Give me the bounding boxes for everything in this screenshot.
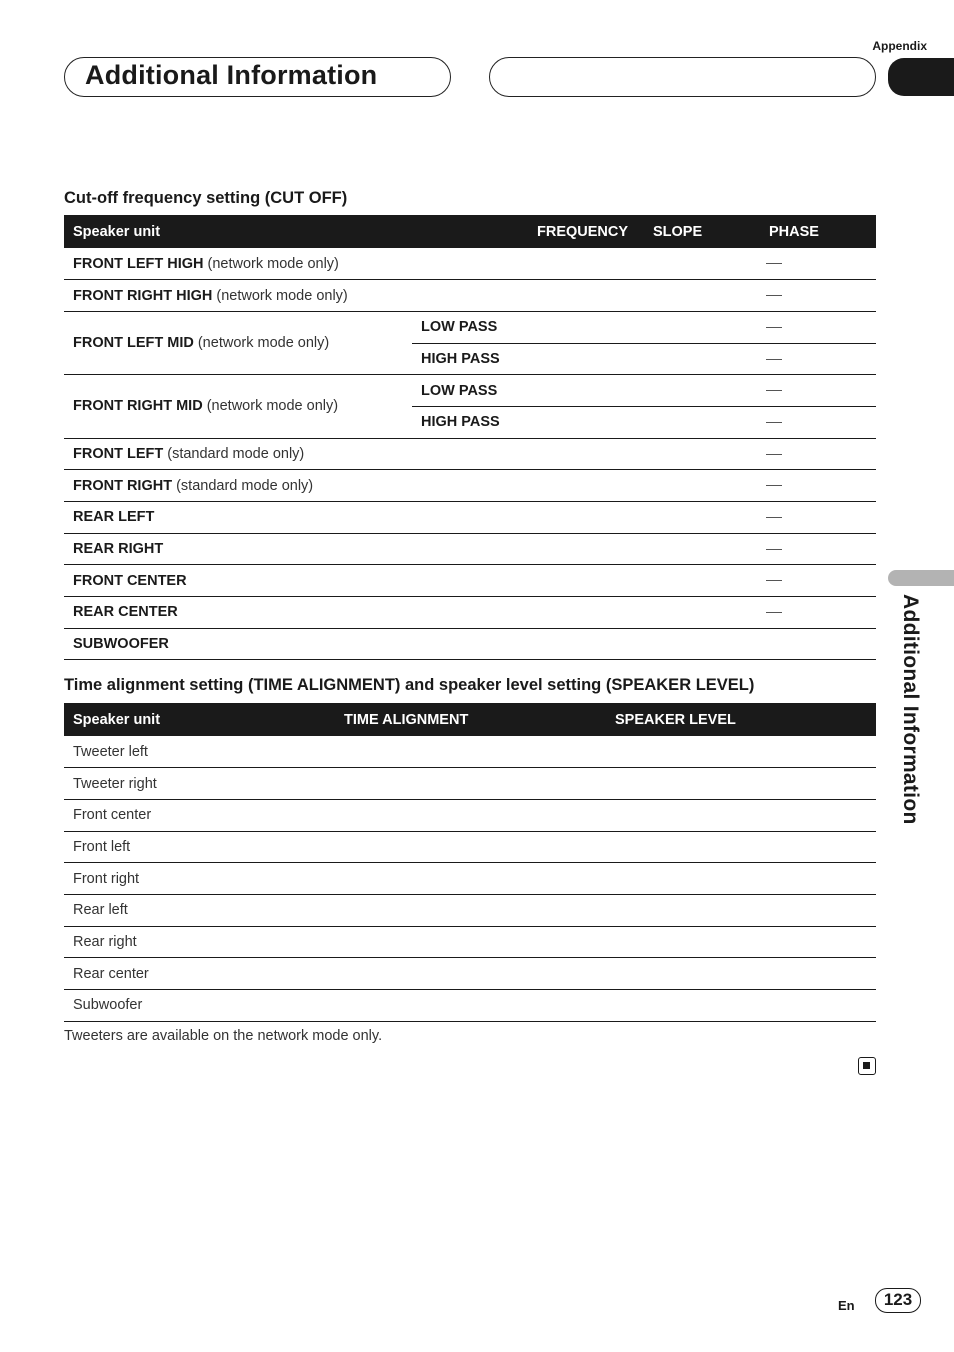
- dash-mark: [766, 517, 782, 518]
- level-cell: [606, 831, 876, 863]
- cutoff-table: [64, 215, 876, 660]
- table-row: [64, 248, 876, 280]
- level-cell: [606, 863, 876, 895]
- table-row: [64, 863, 876, 895]
- dash-mark: [766, 612, 782, 613]
- speaker-cell: Front left: [64, 831, 335, 863]
- speaker-cell: Tweeter left: [64, 736, 335, 768]
- table-row: [64, 565, 876, 597]
- page-number: 123: [875, 1288, 921, 1313]
- speaker-cell: SUBWOOFER: [64, 628, 760, 660]
- level-cell: [606, 990, 876, 1022]
- table-row: [64, 470, 876, 502]
- dash-mark: [766, 580, 782, 581]
- time-cell: [335, 799, 606, 831]
- time-cell: [335, 894, 606, 926]
- level-cell: [606, 926, 876, 958]
- speaker-cell: REAR RIGHT: [64, 533, 760, 565]
- phase-cell: [760, 248, 876, 280]
- speaker-cell: REAR CENTER: [64, 597, 760, 629]
- speaker-cell: Rear left: [64, 894, 335, 926]
- table-row: [64, 597, 876, 629]
- table-row: [64, 628, 876, 660]
- col-frequency: FREQUENCY: [528, 215, 644, 248]
- phase-cell: [760, 406, 876, 438]
- col-speaker-level: SPEAKER LEVEL: [606, 703, 876, 736]
- page-title-box: [64, 57, 451, 97]
- phase-cell: [760, 597, 876, 629]
- speaker-cell: FRONT LEFT MID (network mode only): [64, 311, 412, 374]
- time-alignment-header-row: [64, 703, 876, 736]
- phase-cell: [760, 343, 876, 375]
- phase-cell: [760, 565, 876, 597]
- footnote: Tweeters are available on the network mode only.: [64, 1028, 383, 1044]
- table-row: [64, 990, 876, 1022]
- phase-cell: [760, 502, 876, 534]
- phase-cell: [760, 375, 876, 407]
- speaker-cell: FRONT RIGHT HIGH (network mode only): [64, 280, 760, 312]
- sub-filter-cell: HIGH PASS: [412, 406, 760, 438]
- dash-mark: [766, 549, 782, 550]
- table-row: [64, 502, 876, 534]
- table-row: [64, 799, 876, 831]
- level-cell: [606, 736, 876, 768]
- speaker-cell: FRONT RIGHT MID (network mode only): [64, 375, 412, 438]
- dash-mark: [766, 359, 782, 360]
- time-cell: [335, 990, 606, 1022]
- level-cell: [606, 958, 876, 990]
- speaker-cell: REAR LEFT: [64, 502, 760, 534]
- table-row: [64, 311, 876, 343]
- phase-cell: [760, 311, 876, 343]
- time-cell: [335, 863, 606, 895]
- time-cell: [335, 926, 606, 958]
- speaker-cell: FRONT LEFT (standard mode only): [64, 438, 760, 470]
- section-tab-black: [888, 58, 954, 96]
- cutoff-section-title: Cut-off frequency setting (CUT OFF): [64, 189, 348, 207]
- phase-cell: [760, 533, 876, 565]
- cutoff-header-row: [64, 215, 876, 248]
- sub-filter-cell: LOW PASS: [412, 311, 760, 343]
- table-row: [64, 958, 876, 990]
- speaker-cell: Tweeter right: [64, 768, 335, 800]
- section-tab-gray: [888, 570, 954, 586]
- page-title: Additional Information: [85, 60, 378, 90]
- table-row: [64, 768, 876, 800]
- language-label: En: [838, 1298, 855, 1313]
- speaker-cell: Rear right: [64, 926, 335, 958]
- col-speaker-unit: Speaker unit: [64, 215, 528, 248]
- dash-mark: [766, 263, 782, 264]
- speaker-cell: Front center: [64, 799, 335, 831]
- table-row: [64, 894, 876, 926]
- time-alignment-section-title: Time alignment setting (TIME ALIGNMENT) and speaker level setting (SPEAKER LEVEL): [64, 676, 755, 694]
- table-row: [64, 736, 876, 768]
- speaker-cell: Subwoofer: [64, 990, 335, 1022]
- table-row: [64, 831, 876, 863]
- empty-header-box: [489, 57, 876, 97]
- time-cell: [335, 736, 606, 768]
- phase-cell: [760, 280, 876, 312]
- time-cell: [335, 831, 606, 863]
- speaker-cell: FRONT RIGHT (standard mode only): [64, 470, 760, 502]
- col-speaker-unit: Speaker unit: [64, 703, 335, 736]
- speaker-cell: FRONT CENTER: [64, 565, 760, 597]
- speaker-cell: Rear center: [64, 958, 335, 990]
- table-row: [64, 438, 876, 470]
- time-cell: [335, 768, 606, 800]
- col-time-alignment: TIME ALIGNMENT: [335, 703, 606, 736]
- side-section-label: Additional Information: [899, 594, 922, 825]
- phase-cell: [760, 438, 876, 470]
- speaker-cell: Front right: [64, 863, 335, 895]
- table-row: [64, 533, 876, 565]
- dash-mark: [766, 422, 782, 423]
- dash-mark: [766, 390, 782, 391]
- phase-cell: [760, 628, 876, 660]
- speaker-cell: FRONT LEFT HIGH (network mode only): [64, 248, 760, 280]
- level-cell: [606, 894, 876, 926]
- appendix-label: Appendix: [872, 39, 927, 53]
- sub-filter-cell: HIGH PASS: [412, 343, 760, 375]
- time-alignment-table: [64, 703, 876, 1022]
- sub-filter-cell: LOW PASS: [412, 375, 760, 407]
- table-row: [64, 280, 876, 312]
- phase-cell: [760, 470, 876, 502]
- dash-mark: [766, 454, 782, 455]
- col-slope: SLOPE: [644, 215, 760, 248]
- time-cell: [335, 958, 606, 990]
- dash-mark: [766, 485, 782, 486]
- dash-mark: [766, 327, 782, 328]
- end-of-section-icon: [858, 1057, 876, 1075]
- level-cell: [606, 799, 876, 831]
- table-row: [64, 926, 876, 958]
- dash-mark: [766, 295, 782, 296]
- table-row: [64, 375, 876, 407]
- level-cell: [606, 768, 876, 800]
- col-phase: PHASE: [760, 215, 876, 248]
